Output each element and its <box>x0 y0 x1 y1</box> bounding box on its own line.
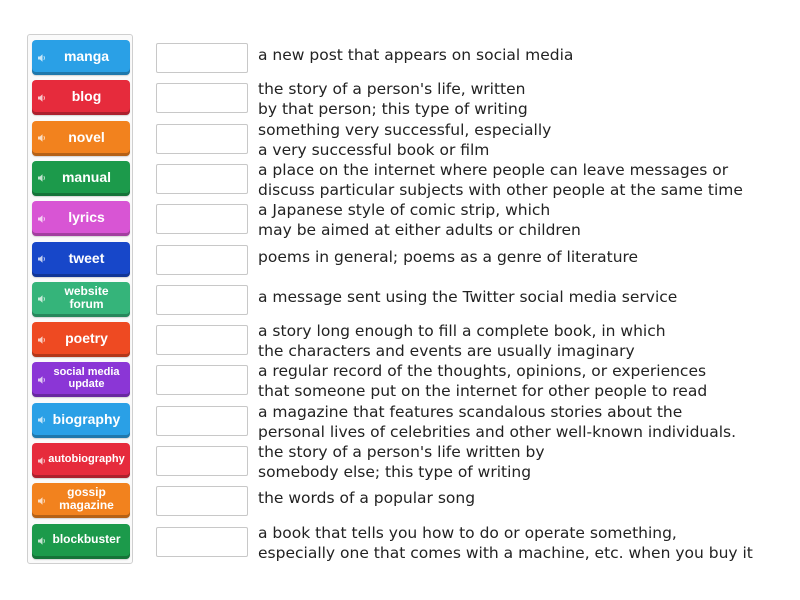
definition-text: a story long enough to fill a complete book, in which the characters and events are usually imaginary <box>258 322 666 361</box>
answer-drop-box[interactable] <box>156 285 248 315</box>
word-tile[interactable] <box>32 403 130 438</box>
word-tile[interactable] <box>32 40 130 75</box>
definition-text: the story of a person's life, written by that person; this type of writing <box>258 80 528 119</box>
word-tile[interactable] <box>32 362 130 397</box>
answer-drop-box[interactable] <box>156 83 248 113</box>
word-tile-label: novel <box>68 128 105 145</box>
word-tile-label: blog <box>71 88 102 105</box>
definition-text: a book that tells you how to do or operate something, especially one that comes with a machine, etc. when you buy it <box>258 523 753 562</box>
definition-text: a new post that appears on social media <box>258 46 574 64</box>
definition-text: a place on the internet where people can leave messages or discuss particular subjects with other people at the same time <box>258 160 743 199</box>
answer-drop-box[interactable] <box>156 365 248 395</box>
answer-drop-box[interactable] <box>156 164 248 194</box>
definition-text: poems in general; poems as a genre of literature <box>258 247 639 266</box>
word-tile[interactable] <box>32 242 130 277</box>
word-tile-label: blockbuster <box>52 532 121 547</box>
definition-text: the words of a popular song <box>258 489 476 508</box>
answer-drop-box[interactable] <box>156 124 248 154</box>
definition-text: the story of a person's life written by somebody else; this type of writing <box>258 443 545 481</box>
word-tile-label: website forum <box>64 283 109 311</box>
word-tile-label: lyrics <box>68 209 105 226</box>
answer-drop-box[interactable] <box>156 245 248 275</box>
definition-text: a message sent using the Twitter social media service <box>258 287 678 306</box>
word-tile[interactable] <box>32 80 130 115</box>
answer-drop-box[interactable] <box>156 204 248 234</box>
word-tile-label: social media update <box>53 366 120 391</box>
word-tile[interactable] <box>32 322 130 357</box>
definition-text: a magazine that features scandalous stories about the personal lives of celebrities and other well-known individuals. <box>258 402 737 441</box>
word-tile[interactable] <box>32 282 130 317</box>
word-tile-label: manga <box>63 48 110 64</box>
answer-drop-box[interactable] <box>156 406 248 436</box>
answer-drop-box[interactable] <box>156 43 248 73</box>
word-tile-label: tweet <box>68 249 105 266</box>
word-tile-label: autobiography <box>48 453 125 465</box>
answer-drop-box[interactable] <box>156 325 248 355</box>
answer-drop-box[interactable] <box>156 486 248 516</box>
answer-drop-box[interactable] <box>156 527 248 557</box>
word-tile[interactable] <box>32 443 130 478</box>
word-tile-label: biography <box>52 410 121 427</box>
word-tile-label: poetry <box>65 330 108 347</box>
word-tile[interactable] <box>32 161 130 196</box>
definition-text: a Japanese style of comic strip, which may be aimed at either adults or children <box>258 201 581 240</box>
word-tile[interactable] <box>32 201 130 236</box>
word-tile-label: gossip magazine <box>59 485 114 513</box>
word-tile[interactable] <box>32 483 130 518</box>
answer-drop-box[interactable] <box>156 446 248 476</box>
definition-text: a regular record of the thoughts, opinions, or experiences that someone put on the internet for other people to read <box>258 362 708 401</box>
word-tile[interactable] <box>32 121 130 156</box>
word-tile-label: manual <box>61 168 111 185</box>
word-tile[interactable] <box>32 524 130 559</box>
definition-text: something very successful, especially a very successful book or film <box>258 120 552 159</box>
